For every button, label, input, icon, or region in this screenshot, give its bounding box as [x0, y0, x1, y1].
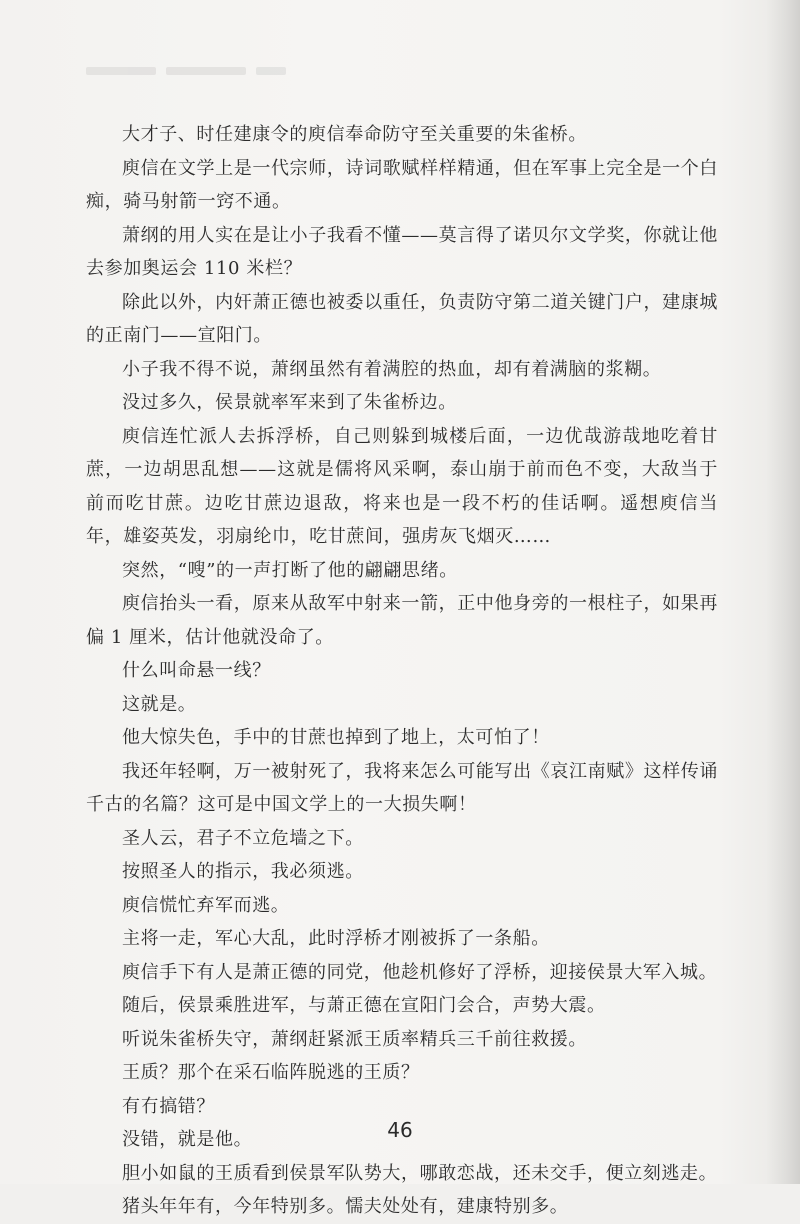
paragraph: 庾信慌忙弃军而逃。 — [122, 894, 290, 916]
paragraph: 大才子、时任建康令的庾信奉命防守至关重要的朱雀桥。 — [122, 124, 587, 145]
paragraph: 什么叫命悬一线？ — [122, 660, 271, 681]
paragraph: 听说朱雀桥失守，萧纲赶紧派王质率精兵三千前往救援。 — [122, 1028, 587, 1050]
paragraph: 庾信在文学上是一代宗师，诗词歌赋样样精通，但在军事上完全是一个白痴，骑马射箭一窍不通。 — [86, 157, 718, 212]
paragraph: 这就是。 — [122, 693, 197, 715]
paragraph: 突然，“嗖”的一声打断了他的翩翩思绪。 — [122, 559, 458, 581]
paragraph: 圣人云，君子不立危墙之下。 — [122, 827, 364, 849]
paragraph: 庾信手下有人是萧正德的同党，他趁机修好了浮桥，迎接侯景大军入城。 — [122, 961, 718, 983]
paragraph: 我还年轻啊，万一被射死了，我将来怎么可能写出《哀江南赋》这样传诵千古的名篇？这可是中国文学上的一大损失啊！ — [86, 760, 718, 815]
paragraph: 萧纲的用人实在是让小子我看不懂——莫言得了诺贝尔文学奖，你就让他去参加奥运会 110 米栏？ — [86, 224, 718, 279]
paragraph: 有冇搞错？ — [122, 1095, 215, 1117]
paragraph: 他大惊失色，手中的甘蔗也掉到了地上，太可怕了！ — [122, 727, 550, 748]
spine-shadow — [766, 0, 800, 1184]
page-number: 46 — [387, 1118, 413, 1142]
paragraph: 胆小如鼠的王质看到侯景军队势大，哪敢恋战，还未交手，便立刻逃走。 — [122, 1162, 718, 1184]
paragraph: 小子我不得不说，萧纲虽然有着满腔的热血，却有着满脑的浆糊。 — [122, 358, 662, 380]
paragraph: 王质？那个在采石临阵脱逃的王质？ — [122, 1062, 420, 1083]
paragraph: 庾信连忙派人去拆浮桥，自己则躲到城楼后面，一边优哉游哉地吃着甘蔗，一边胡思乱想——这就是儒将风采啊，泰山崩于前而色不变，大敌当于前而吃甘蔗。边吃甘蔗边退敌，将来也是一段不朽的佳话啊。遥想庾信当年，雄姿英发，羽扇纶巾，吃甘蔗间，强虏灰飞烟灭…… — [86, 425, 718, 547]
paragraph: 庾信抬头一看，原来从敌军中射来一箭，正中他身旁的一根柱子，如果再偏 1 厘米，估计他就没命了。 — [86, 593, 718, 648]
paragraph: 没错，就是他。 — [122, 1129, 253, 1150]
paragraph: 按照圣人的指示，我必须逃。 — [122, 861, 364, 882]
paragraph: 主将一走，军心大乱，此时浮桥才刚被拆了一条船。 — [122, 928, 550, 949]
paragraph: 猪头年年有，今年特别多。懦夫处处有，建康特别多。 — [122, 1196, 569, 1217]
paragraph: 没过多久，侯景就率军来到了朱雀桥边。 — [122, 392, 457, 413]
paragraph: 随后，侯景乘胜进军，与萧正德在宣阳门会合，声势大震。 — [122, 995, 606, 1016]
body-text — [86, 118, 718, 1224]
paragraph: 除此以外，内奸萧正德也被委以重任，负责防守第二道关键门户，建康城的正南门——宣阳门。 — [86, 291, 718, 346]
bleed-through-header — [86, 62, 386, 74]
